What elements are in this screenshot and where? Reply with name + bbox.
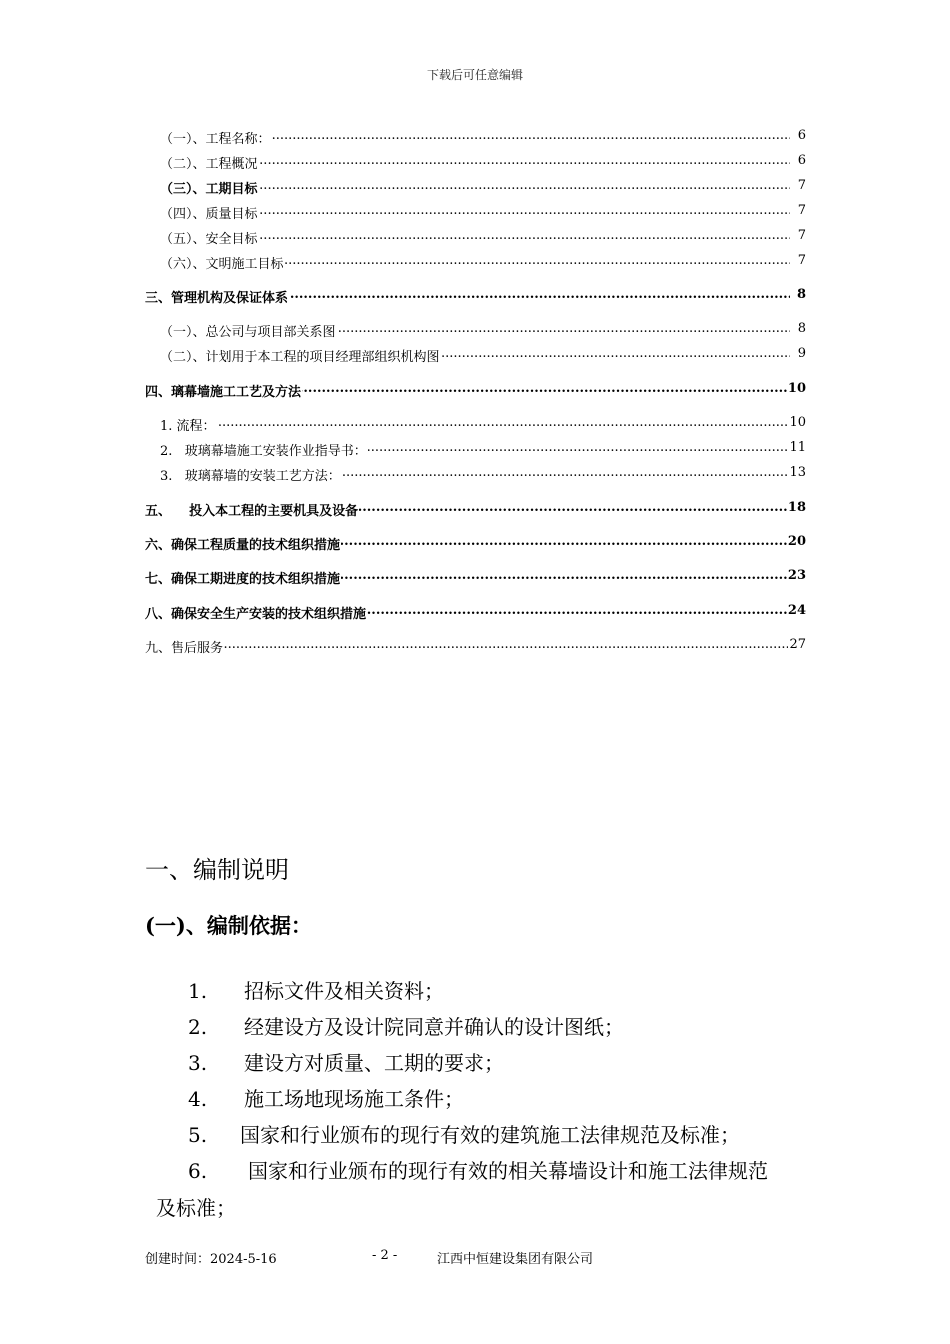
toc-entry-text: （二）、工程概况 [160, 153, 259, 172]
toc-entry[interactable] [0, 153, 950, 171]
toc-entry[interactable] [0, 253, 950, 271]
toc-entry[interactable] [0, 346, 950, 364]
list-item-text: 招标文件及相关资料； [244, 979, 444, 1003]
toc-entry-text: 五、 投入本工程的主要机具及设备 [145, 500, 359, 519]
toc-entry-text: （三）、工期目标 [160, 178, 259, 197]
toc-page-number: 20 [787, 534, 806, 549]
list-item-text: 经建设方及设计院同意并确认的设计图纸； [244, 1015, 624, 1039]
toc-entry[interactable] [0, 637, 950, 655]
toc-entry-text: 3. 玻璃幕墙的安装工艺方法： [160, 465, 342, 484]
toc-page-number: 6 [797, 128, 806, 143]
toc-entry-text: 2. 玻璃幕墙施工安装作业指导书： [160, 440, 368, 459]
toc-entry[interactable] [0, 534, 950, 552]
toc-entry[interactable] [0, 287, 950, 305]
toc-entry[interactable] [0, 500, 950, 518]
toc-page-number: 24 [787, 603, 806, 618]
footer-created-date: 创建时间：2024-5-16 [145, 1252, 277, 1267]
toc-page-number: 9 [797, 346, 806, 361]
toc-page-number: 27 [789, 637, 806, 652]
list-item [188, 1047, 504, 1076]
toc-page-number: 8 [797, 321, 806, 336]
toc-page-number: 7 [797, 178, 806, 193]
page-header: 下载后可任意编辑 [426, 68, 523, 82]
toc-page-number: 18 [787, 500, 806, 515]
list-item [188, 1083, 464, 1112]
list-item-number: 4. [188, 1087, 208, 1111]
list-item-text: 国家和行业颁布的现行有效的建筑施工法律规范及标准； [240, 1123, 740, 1147]
toc-entry[interactable] [0, 228, 950, 246]
toc-leader [145, 637, 790, 655]
toc-entry[interactable] [0, 178, 950, 196]
toc-entry-text: 四、璃幕墙施工工艺及方法 [145, 381, 302, 400]
list-item [188, 1011, 624, 1040]
toc-entry-text: （六）、文明施工目标 [160, 253, 285, 272]
toc-entry[interactable] [0, 465, 950, 483]
toc-leader [160, 415, 790, 433]
list-item-text: 建设方对质量、工期的要求； [244, 1051, 504, 1075]
toc-entry[interactable] [0, 381, 950, 399]
subsection-heading: (一)、编制依据： [145, 913, 312, 938]
toc-page-number: 6 [797, 153, 806, 168]
toc-entry-text: （一）、工程名称： [160, 128, 272, 147]
toc-page-number: 8 [796, 287, 806, 302]
list-item [188, 975, 444, 1004]
footer-company: 江西中恒建设集团有限公司 [437, 1252, 594, 1267]
toc-entry[interactable] [0, 321, 950, 339]
toc-entry-text: 六、确保工程质量的技术组织措施 [145, 534, 341, 553]
toc-entry-text: 七、确保工期进度的技术组织措施 [145, 568, 341, 587]
toc-page-number: 23 [787, 568, 806, 583]
toc-entry[interactable] [0, 603, 950, 621]
toc-entry-text: （五）、安全目标 [160, 228, 259, 247]
list-item-number: 1. [188, 979, 208, 1003]
toc-page-number: 7 [797, 253, 806, 268]
list-item-continuation: 及标准； [156, 1196, 236, 1220]
section-heading: 一、编制说明 [145, 856, 289, 884]
toc-page-number: 13 [789, 465, 806, 480]
toc-entry[interactable] [0, 440, 950, 458]
toc-entry-text: 1. 流程： [160, 415, 217, 434]
toc-entry[interactable] [0, 415, 950, 433]
toc-entry[interactable] [0, 128, 950, 146]
toc-entry-text: （二）、计划用于本工程的项目经理部组织机构图 [160, 346, 441, 365]
toc-entry[interactable] [0, 203, 950, 221]
toc-entry-text: 八、确保安全生产安装的技术组织措施 [145, 603, 367, 622]
toc-page-number: 7 [797, 228, 806, 243]
list-item [188, 1119, 740, 1148]
toc-page-number: 11 [789, 440, 806, 455]
toc-entry-text: 九、售后服务 [145, 637, 224, 656]
toc-entry-text: （一）、总公司与项目部关系图 [160, 321, 337, 340]
list-item-text: 国家和行业颁布的现行有效的相关幕墙设计和施工法律规范 [248, 1159, 768, 1183]
toc-entry-text: （四）、质量目标 [160, 203, 259, 222]
list-item-number: 2. [188, 1015, 208, 1039]
list-item-number: 3. [188, 1051, 208, 1075]
list-item-text: 施工场地现场施工条件； [244, 1087, 464, 1111]
list-item [188, 1155, 768, 1184]
toc-entry[interactable] [0, 568, 950, 586]
toc-page-number: 10 [787, 381, 806, 396]
toc-entry-text: 三、管理机构及保证体系 [145, 287, 289, 306]
toc-page-number: 7 [797, 203, 806, 218]
list-item-number: 6. [188, 1159, 208, 1183]
toc-page-number: 10 [789, 415, 806, 430]
footer-page-number: - 2 - [372, 1248, 398, 1263]
list-item-number: 5. [188, 1123, 208, 1147]
